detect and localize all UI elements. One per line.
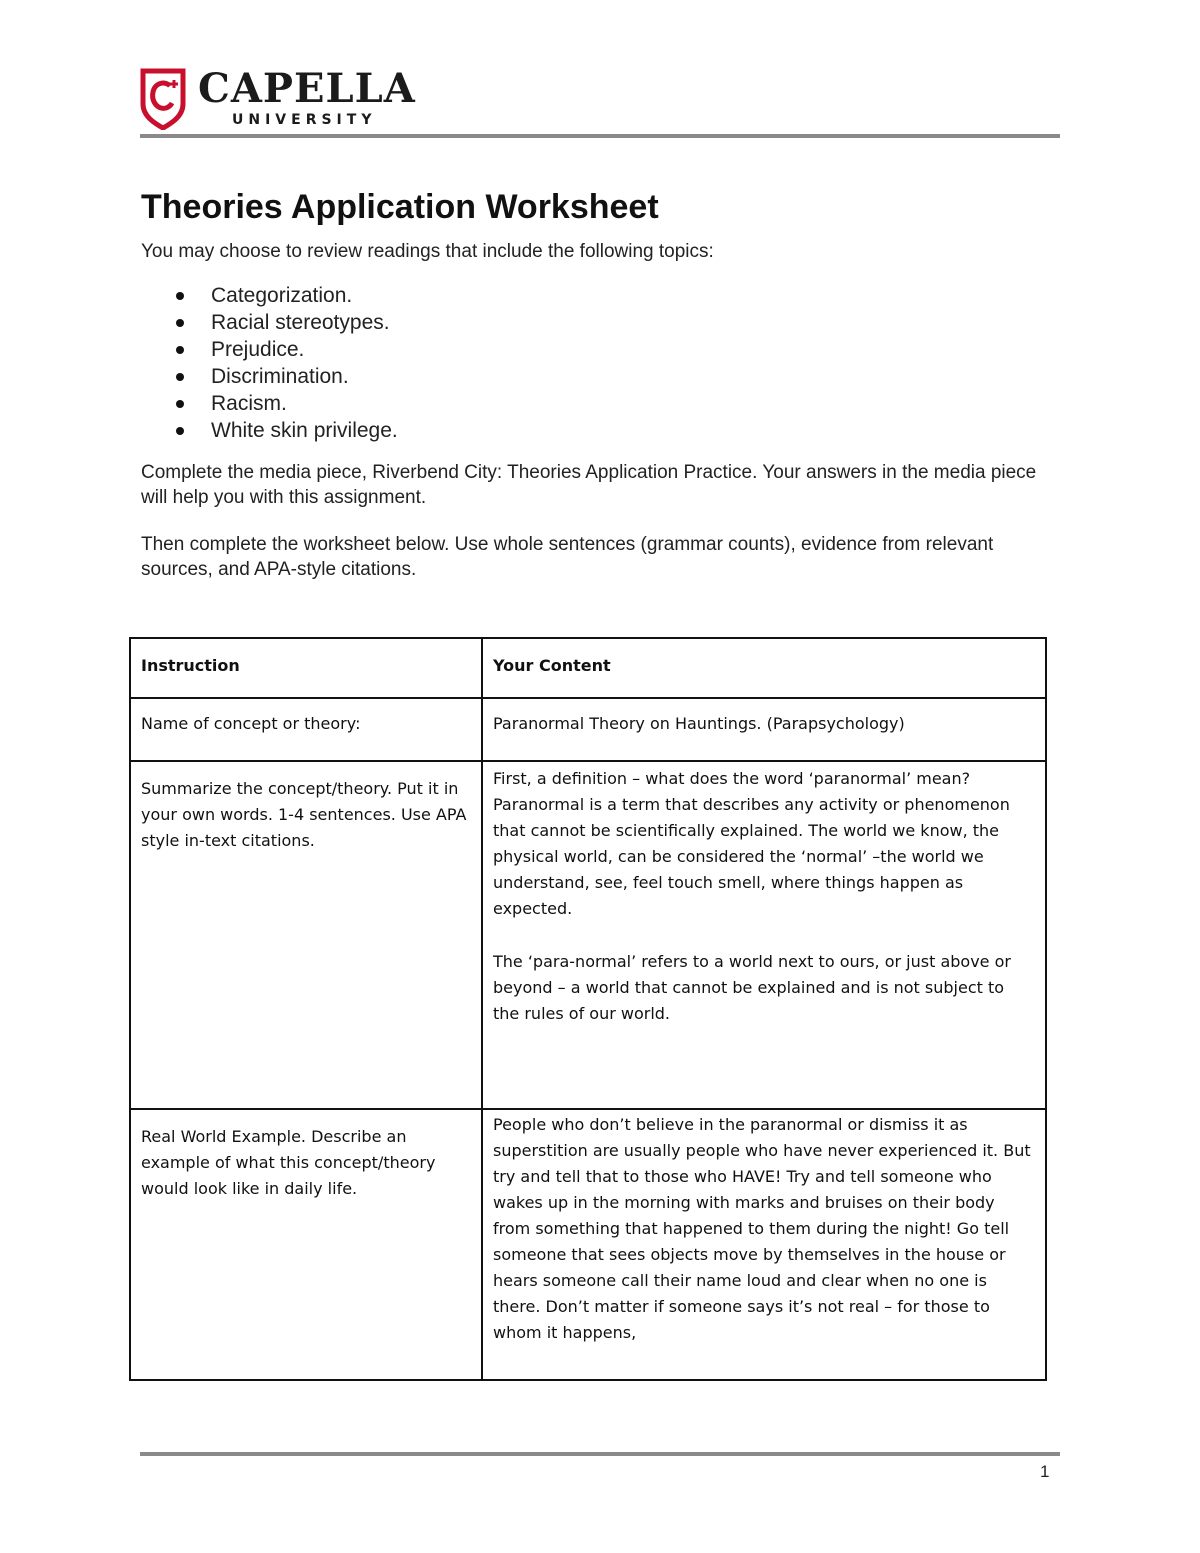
topic-item: White skin privilege. bbox=[141, 417, 1059, 444]
footer-divider bbox=[140, 1452, 1060, 1456]
document-title: Theories Application Worksheet bbox=[141, 188, 659, 226]
document-body bbox=[141, 186, 1059, 582]
content-paragraph: People who don’t believe in the paranormal or dismiss it as superstition are usually people who have never experienced it. But try and tell that to those who HAVE! Try and tell someone who wakes up in the morning with marks and bruises on their body from something that happened to them during the night! Go tell someone that sees objects move by themselves in the house or hears someone call their name loud and clear when no one is there. Don’t matter if someone says it’s not real – for those to whom it happens, bbox=[493, 1115, 1031, 1342]
header-instruction: Instruction bbox=[130, 638, 482, 698]
brand-subtitle: UNIVERSITY bbox=[232, 112, 377, 128]
topic-item: Racism. bbox=[141, 390, 1059, 417]
table-row bbox=[130, 761, 1046, 1109]
table-row bbox=[130, 1109, 1046, 1380]
intro-text: You may choose to review readings that include the following topics: bbox=[141, 241, 714, 262]
content-paragraph: First, a definition – what does the word ‘paranormal’ mean? Paranormal is a term that describes any activity or phenomenon that cannot be scientifically explained. The world we know, the physical world, can be considered the ‘normal’ –the world we understand, see, feel touch smell, where things happen as expected. bbox=[493, 769, 1010, 918]
topics-list bbox=[141, 282, 1059, 444]
table-row bbox=[130, 698, 1046, 761]
topic-item: Racial stereotypes. bbox=[141, 309, 1059, 336]
header-divider bbox=[140, 134, 1060, 138]
instruction-cell: Real World Example. Describe an example of what this concept/theory would look like in daily life. bbox=[130, 1109, 482, 1380]
brand-text bbox=[198, 65, 416, 128]
page-number: 1 bbox=[1040, 1462, 1050, 1481]
instruction-cell: Name of concept or theory: bbox=[130, 698, 482, 761]
worksheet-instruction: Then complete the worksheet below. Use whole sentences (grammar counts), evidence from relevant sources, and APA-style citations. bbox=[141, 534, 994, 580]
worksheet-table bbox=[129, 637, 1047, 1381]
topic-item: Discrimination. bbox=[141, 363, 1059, 390]
shield-logo-icon bbox=[140, 68, 186, 130]
topic-item: Prejudice. bbox=[141, 336, 1059, 363]
instruction-cell: Summarize the concept/theory. Put it in your own words. 1-4 sentences. Use APA style in-text citations. bbox=[130, 761, 482, 1109]
capella-logo bbox=[140, 65, 416, 130]
content-cell bbox=[482, 761, 1046, 1109]
media-instruction: Complete the media piece, Riverbend City: Theories Application Practice. Your answers in the media piece will help you with this assignment. bbox=[141, 462, 1037, 508]
content-cell bbox=[482, 1109, 1046, 1380]
topic-item: Categorization. bbox=[141, 282, 1059, 309]
content-cell: Paranormal Theory on Hauntings. (Parapsychology) bbox=[482, 698, 1046, 761]
header-content: Your Content bbox=[482, 638, 1046, 698]
brand-name: CAPELLA bbox=[198, 65, 416, 112]
content-paragraph: The ‘para-normal’ refers to a world next to ours, or just above or beyond – a world that cannot be explained and is not subject to the rules of our world. bbox=[493, 952, 1011, 1023]
table-header-row bbox=[130, 638, 1046, 698]
